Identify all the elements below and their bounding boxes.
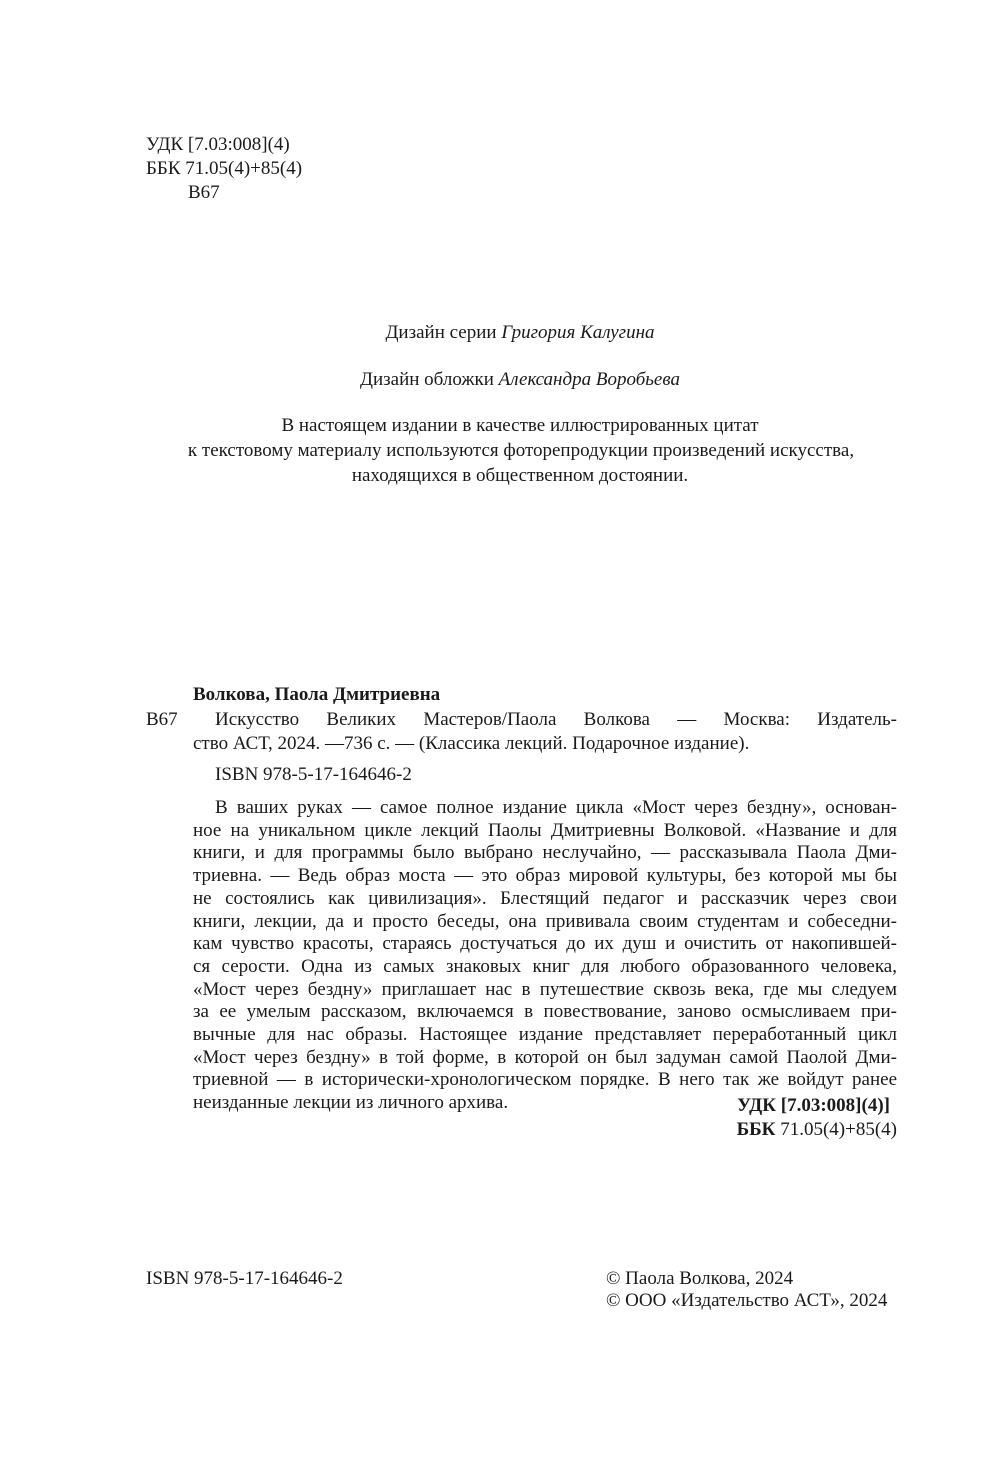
record-bbk bbox=[737, 1118, 897, 1142]
series-design-credit bbox=[0, 321, 1000, 345]
bbk-label: ББК bbox=[736, 1119, 776, 1140]
annotation-line: «Мост через бездну» в той форме, в которой он был задуман самой Паолой Дми- bbox=[193, 1046, 897, 1068]
bbk-code: ББК 71.05(4)+85(4) bbox=[146, 158, 303, 179]
annotation-line: книги, и для программы было выбрано неслучайно, — рассказывала Паола Дми- bbox=[193, 842, 897, 864]
notice-line: находящихся в общественном достоянии. bbox=[351, 465, 689, 486]
annotation-line: не состоялись как цивилизация». Блестящий педагог и рассказчик через свои bbox=[193, 887, 897, 909]
annotation-line: «Мост через бездну» приглашает нас в путешествие сквозь века, где мы следуем bbox=[193, 978, 897, 1000]
notice-line: В настоящем издании в качестве иллюстрированных цитат bbox=[281, 415, 759, 436]
title-line: Искусство Великих Мастеров/Паола Волкова — Москва: Издатель- bbox=[215, 709, 897, 730]
cover-design-label: Дизайн обложки bbox=[360, 369, 494, 390]
series-design-label: Дизайн серии bbox=[385, 322, 497, 343]
annotation-line: книги, лекции, да и просто беседы, она прививала своим студентам и собеседни- bbox=[193, 910, 897, 932]
series-designer-name: Григория Калугина bbox=[501, 322, 655, 343]
copyright-line: © ООО «Издательство АСТ», 2024 bbox=[606, 1290, 888, 1311]
record-udk: УДК [7.03:008](4)] bbox=[737, 1095, 890, 1116]
annotation-line: триевна. — Ведь образ моста — это образ мировой культуры, без которой мы бы bbox=[193, 865, 897, 887]
bbk-value: 71.05(4)+85(4) bbox=[780, 1119, 897, 1140]
annotation-line: вычные для нас образы. Настоящее издание представляет переработанный цикл bbox=[193, 1024, 897, 1046]
footer-isbn: ISBN 978-5-17-164646-2 bbox=[146, 1268, 343, 1289]
annotation-line: триевной — в исторически-хронологическом порядке. В него так же войдут ранее bbox=[193, 1069, 897, 1091]
title-line: ство АСТ, 2024. —736 с. — (Классика лекций. Подарочное издание). bbox=[193, 732, 750, 754]
record-title bbox=[193, 709, 897, 755]
record-isbn: ISBN 978-5-17-164646-2 bbox=[215, 764, 412, 785]
cover-designer-name: Александра Воробьева bbox=[498, 369, 680, 390]
copyright-line: © Паола Волкова, 2024 bbox=[606, 1268, 794, 1289]
annotation-line: кам чувство красоты, стараясь достучаться до их душ и очистить от накопившей- bbox=[193, 933, 897, 955]
cover-design-credit bbox=[0, 368, 1000, 392]
record-author: Волкова, Паола Дмитриевна bbox=[193, 684, 441, 705]
annotation-line: ное на уникальном цикле лекций Паолы Дмитриевны Волковой. «Название и для bbox=[193, 819, 897, 841]
record-mark: В67 bbox=[146, 709, 178, 730]
annotation-line: В ваших руках — самое полное издание цикла «Мост через бездну», основан- bbox=[215, 797, 897, 818]
notice-line: к текстовому материалу используются фоторепродукции произведений искусства, bbox=[187, 440, 855, 461]
annotation-line: неизданные лекции из личного архива. bbox=[193, 1092, 509, 1114]
annotation-line: за ее умелым рассказом, включаемся в повествование, заново осмысливаем при- bbox=[193, 1001, 897, 1023]
author-mark: В67 bbox=[188, 182, 220, 203]
annotation-line: ся серости. Одна из самых знаковых книг для любого образованного человека, bbox=[193, 955, 897, 977]
annotation bbox=[193, 797, 897, 1115]
udk-code: УДК [7.03:008](4) bbox=[146, 134, 290, 155]
